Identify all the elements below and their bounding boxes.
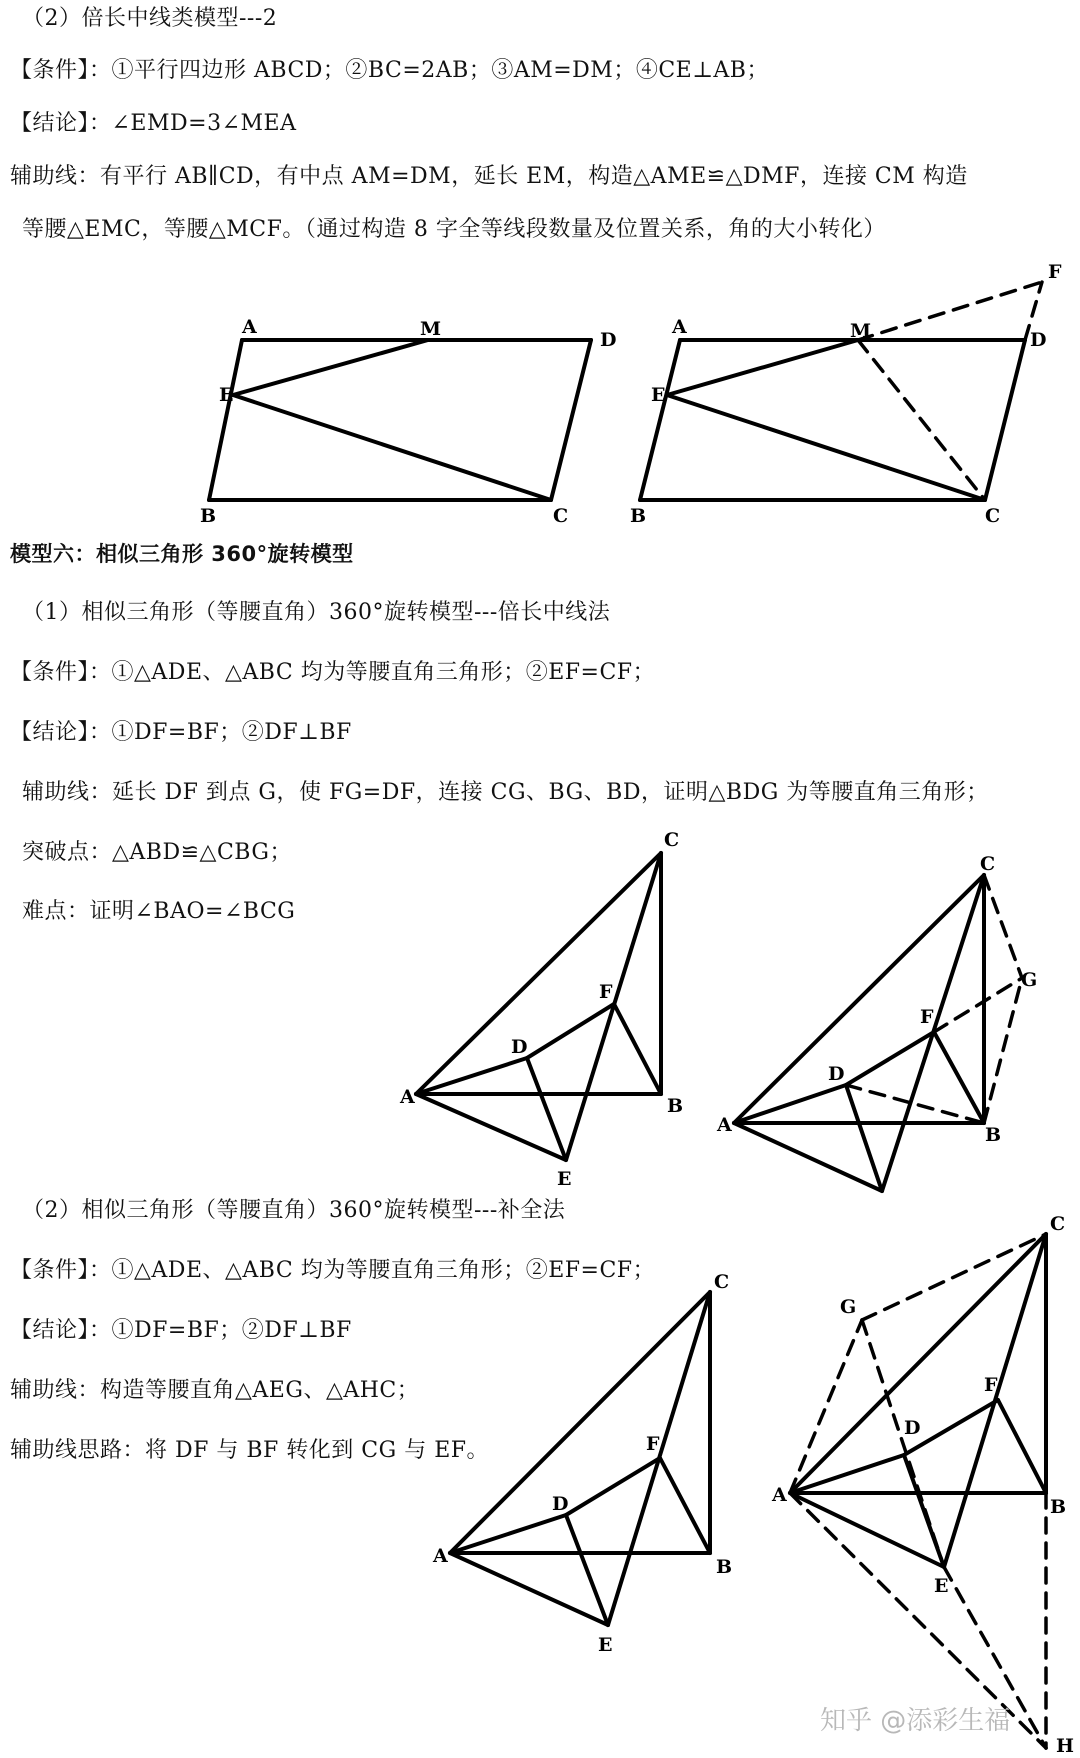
part2-auxiliary-idea: 辅助线思路：将 DF 与 BF 转化到 CG 与 EF。 bbox=[10, 1438, 490, 1463]
label-b: B bbox=[667, 1095, 684, 1117]
condition-text: 【条件】：①平行四边形 ABCD；②BC=2AB；③AM=DM；④CE⊥AB； bbox=[10, 58, 769, 83]
part2-conclusion: 【结论】：①DF=BF；②DF⊥BF bbox=[10, 1318, 352, 1343]
section-title: （2）倍长中线类模型---2 bbox=[22, 6, 278, 31]
label-f: F bbox=[984, 1374, 998, 1396]
label-b: B bbox=[1050, 1496, 1067, 1518]
label-a: A bbox=[672, 316, 687, 338]
conclusion-text: 【结论】：∠EMD=3∠MEA bbox=[10, 111, 297, 136]
label-d: D bbox=[552, 1493, 569, 1515]
label-f: F bbox=[920, 1006, 934, 1028]
part1-condition: 【条件】：①△ADE、△ABC 均为等腰直角三角形；②EF=CF； bbox=[10, 660, 656, 685]
part1-conclusion: 【结论】：①DF=BF；②DF⊥BF bbox=[10, 720, 352, 745]
label-e: E bbox=[934, 1575, 949, 1597]
label-a: A bbox=[400, 1086, 415, 1108]
label-f: F bbox=[1048, 261, 1062, 283]
label-c: C bbox=[714, 1271, 730, 1293]
label-h: H bbox=[1056, 1735, 1074, 1757]
label-b: B bbox=[985, 1124, 1002, 1146]
label-d: D bbox=[600, 329, 617, 351]
part1-difficulty: 难点：证明∠BAO=∠BCG bbox=[22, 899, 296, 924]
label-a: A bbox=[433, 1545, 448, 1567]
part1-auxiliary-line: 辅助线：延长 DF 到点 G，使 FG=DF，连接 CG、BG、BD，证明△BDG 为等腰直角三角形； bbox=[22, 780, 989, 805]
label-d: D bbox=[511, 1036, 528, 1058]
label-e: E bbox=[557, 1168, 572, 1190]
label-m: M bbox=[420, 318, 442, 340]
part2-auxiliary-line: 辅助线：构造等腰直角△AEG、△AHC； bbox=[10, 1378, 420, 1403]
auxiliary-line-text-continued: 等腰△EMC，等腰△MCF。（通过构造 8 字全等线段数量及位置关系，角的大小转化） bbox=[22, 217, 886, 242]
part1-breakthrough: 突破点：△ABD≌△CBG； bbox=[22, 840, 292, 865]
label-a: A bbox=[717, 1114, 732, 1136]
label-m: M bbox=[850, 320, 872, 342]
label-c: C bbox=[980, 853, 996, 875]
label-b: B bbox=[200, 505, 217, 527]
label-c: C bbox=[553, 505, 569, 527]
label-e: E bbox=[219, 384, 234, 406]
label-f: F bbox=[599, 981, 613, 1003]
label-c: C bbox=[1050, 1213, 1066, 1235]
label-e: E bbox=[598, 1634, 613, 1656]
label-g: G bbox=[840, 1296, 857, 1318]
label-c: C bbox=[985, 505, 1001, 527]
label-a: A bbox=[242, 316, 257, 338]
dashed-ag bbox=[790, 1320, 862, 1493]
label-b: B bbox=[630, 505, 647, 527]
label-a: A bbox=[772, 1484, 787, 1506]
part2-title: （2）相似三角形（等腰直角）360°旋转模型---补全法 bbox=[22, 1198, 566, 1223]
label-d: D bbox=[1030, 329, 1047, 351]
part1-title: （1）相似三角形（等腰直角）360°旋转模型---倍长中线法 bbox=[22, 600, 611, 625]
dashed-gc bbox=[862, 1234, 1046, 1320]
label-e: E bbox=[651, 384, 666, 406]
label-d: D bbox=[828, 1063, 845, 1085]
label-c: C bbox=[664, 829, 680, 851]
watermark: 知乎 @添彩生福 bbox=[820, 1706, 1011, 1736]
auxiliary-line-text: 辅助线：有平行 AB∥CD，有中点 AM=DM，延长 EM，构造△AME≌△DMF，连接 CM 构造 bbox=[10, 164, 968, 189]
label-b: B bbox=[716, 1556, 733, 1578]
segment-fb bbox=[998, 1400, 1046, 1493]
label-f: F bbox=[646, 1433, 660, 1455]
part2-condition: 【条件】：①△ADE、△ABC 均为等腰直角三角形；②EF=CF； bbox=[10, 1258, 656, 1283]
label-g: G bbox=[1021, 969, 1038, 991]
label-d: D bbox=[904, 1417, 921, 1439]
model-six-heading: 模型六：相似三角形 360°旋转模型 bbox=[10, 542, 354, 566]
